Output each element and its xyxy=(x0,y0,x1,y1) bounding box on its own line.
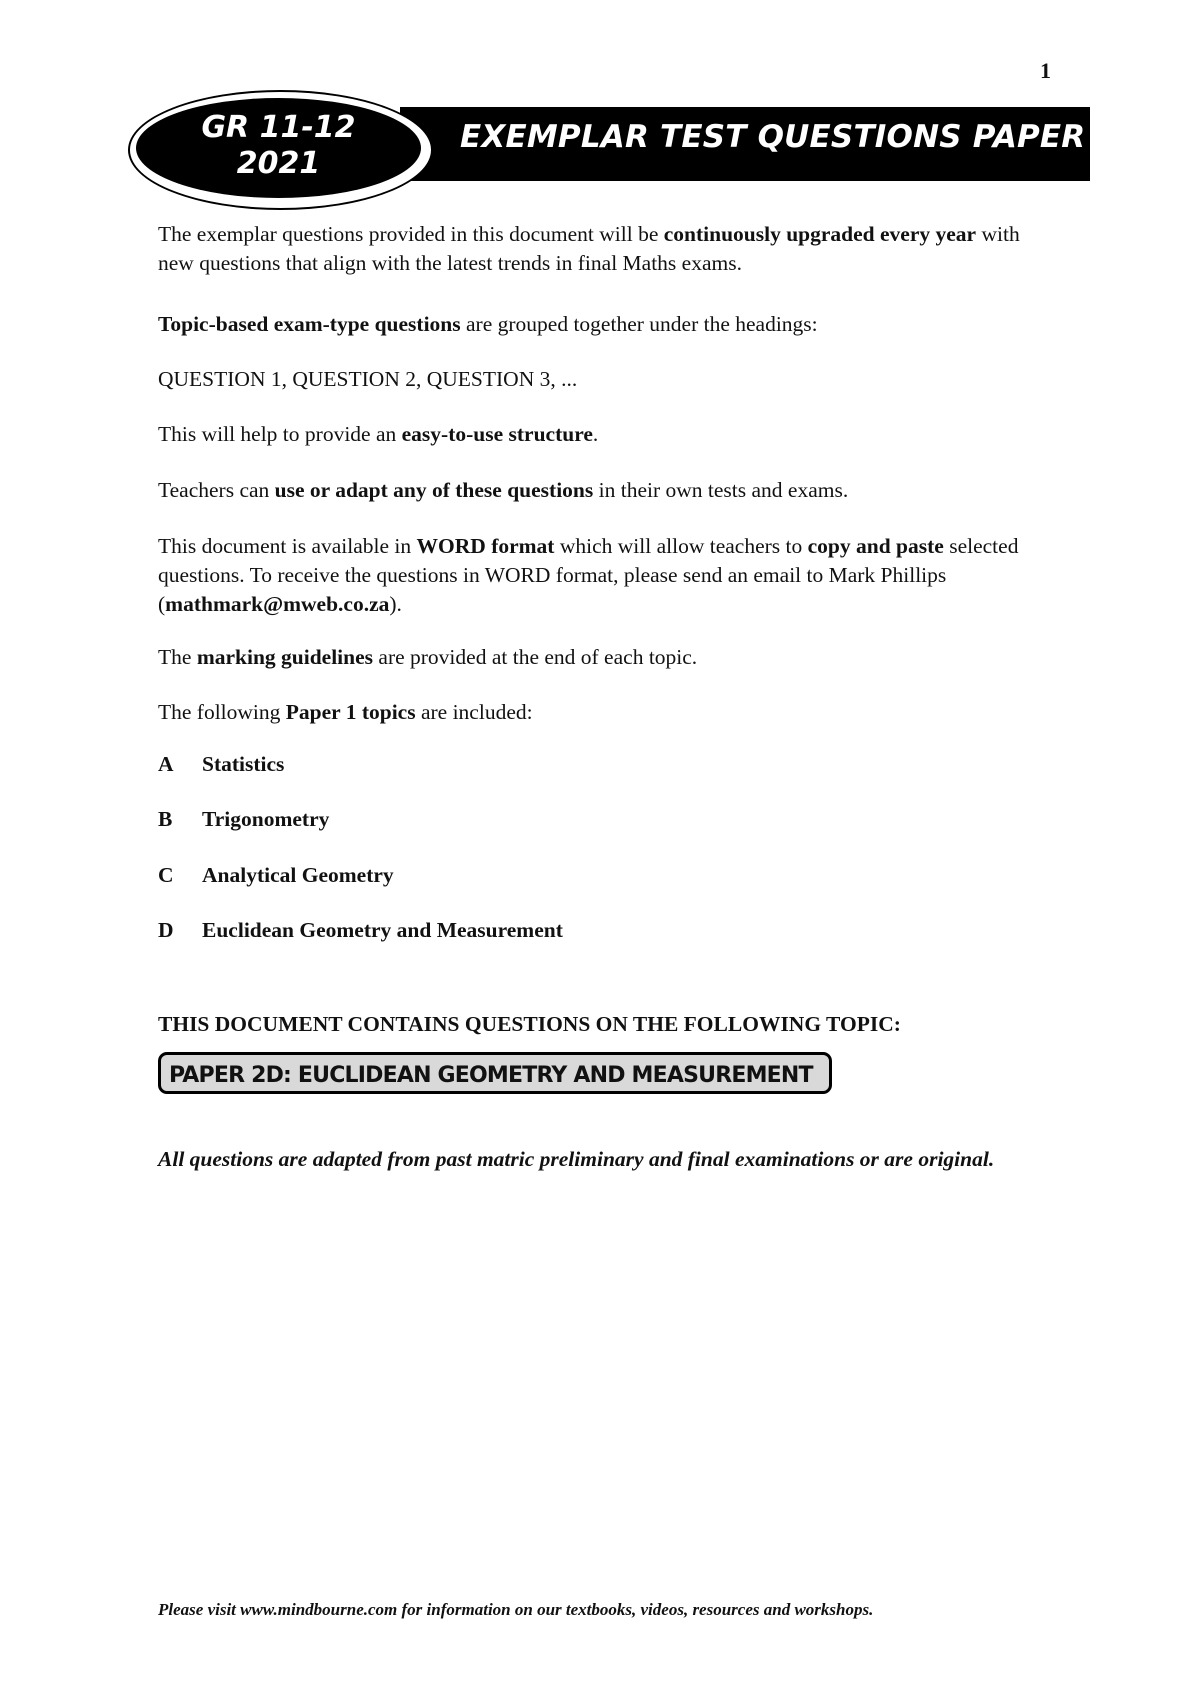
intro-paragraph-included: The following Paper 1 topics are included: xyxy=(158,700,533,724)
list-item xyxy=(158,916,563,945)
topic-letter: D xyxy=(158,918,174,942)
page-number: 1 xyxy=(1040,58,1051,83)
list-item xyxy=(158,805,329,834)
question-headings: QUESTION 1, QUESTION 2, QUESTION 3, ... xyxy=(158,367,578,391)
paper-topic-box xyxy=(158,1052,832,1094)
grade-label: GR 11-12 xyxy=(201,110,356,145)
intro-paragraph-teachers: Teachers can use or adapt any of these questions in their own tests and exams. xyxy=(158,478,849,502)
topic-letter: B xyxy=(158,807,173,831)
topic-name: Trigonometry xyxy=(202,807,330,831)
grade-badge-text xyxy=(128,110,429,182)
email-address: mathmark@mweb.co.za xyxy=(165,592,390,616)
source-note: All questions are adapted from past matric preliminary and final examinations or are original. xyxy=(158,1147,995,1171)
intro-paragraph-structure: This will help to provide an easy-to-use structure. xyxy=(158,422,599,446)
footer-text: Please visit www.mindbourne.com for information on our textbooks, videos, resources and workshops. xyxy=(158,1600,874,1619)
intro-paragraph-topics: Topic-based exam-type questions are grouped together under the headings: xyxy=(158,312,818,336)
list-item xyxy=(158,750,284,779)
title-banner xyxy=(400,107,1119,181)
document-title: EXEMPLAR TEST QUESTIONS PAPER 2 xyxy=(460,119,1119,155)
document-topic-heading: THIS DOCUMENT CONTAINS QUESTIONS ON THE FOLLOWING TOPIC: xyxy=(158,1012,901,1036)
topic-name: Euclidean Geometry and Measurement xyxy=(202,918,563,942)
grade-badge xyxy=(128,90,433,210)
topic-letter: A xyxy=(158,752,174,776)
year-label: 2021 xyxy=(236,146,321,181)
topic-letter: C xyxy=(158,863,174,887)
list-item xyxy=(158,861,394,890)
intro-paragraph-word-format: This document is available in WORD format which will allow teachers to copy and paste selected questions. To receive the questions in WORD format, please send an email to Mark Phillips (mathmark@mweb.co.za). xyxy=(158,534,1019,616)
intro-paragraph-marking: The marking guidelines are provided at the end of each topic. xyxy=(158,645,698,669)
paper-topic-label: PAPER 2D: EUCLIDEAN GEOMETRY AND MEASUREMENT xyxy=(169,1063,813,1088)
topic-name: Analytical Geometry xyxy=(202,863,394,887)
intro-paragraph-upgrades: The exemplar questions provided in this document will be continuously upgraded every year with new questions that align with the latest trends in final Maths exams. xyxy=(158,222,1020,275)
topic-name: Statistics xyxy=(202,752,285,776)
